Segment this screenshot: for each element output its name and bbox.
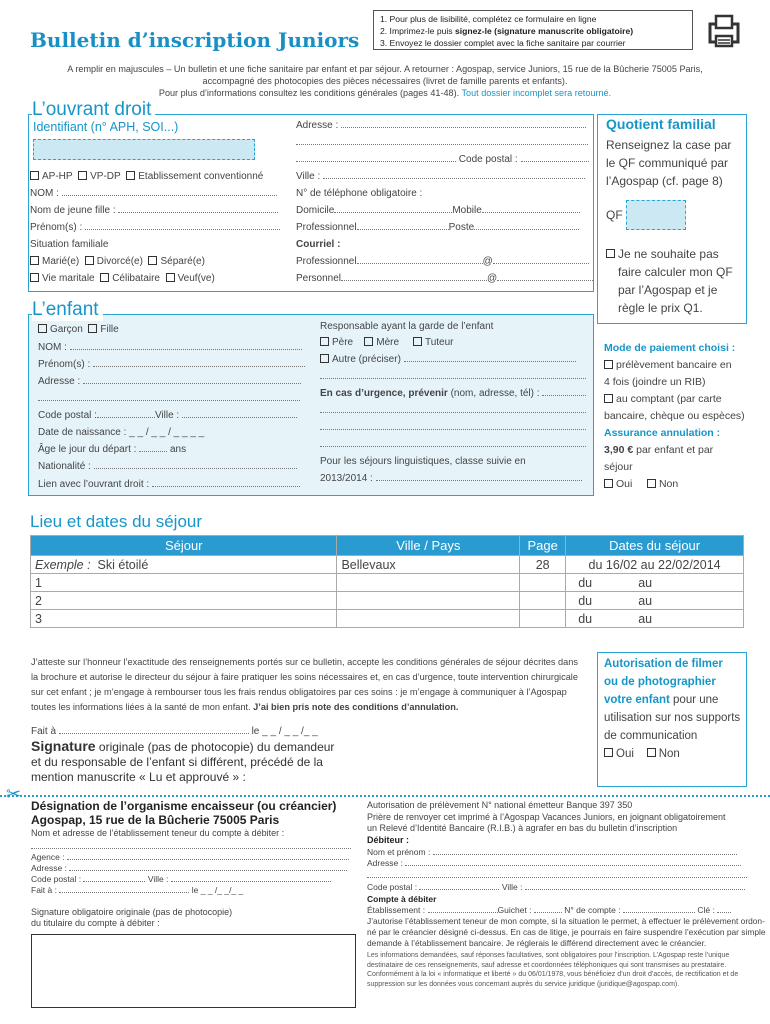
ouvrant-ville-row[interactable]: Ville :	[296, 168, 585, 185]
compte-title: Compte à débiter	[367, 894, 437, 904]
page-cell[interactable]	[520, 610, 566, 628]
ouvrant-nom-row[interactable]: NOM :	[30, 185, 277, 202]
intro-text	[0, 63, 770, 99]
page-cell[interactable]	[520, 592, 566, 610]
scissors-icon: ✂	[6, 784, 22, 804]
debiteur-adresse-line-2[interactable]	[367, 870, 747, 881]
telephone-label: N° de téléphone obligatoire :	[296, 188, 423, 199]
example-ville-cell: Bellevaux	[337, 556, 520, 574]
urgence-row[interactable]: En cas d’urgence, prévenir (nom, adresse, tél) :	[320, 385, 586, 402]
enfant-adresse-row[interactable]: Adresse :	[38, 373, 301, 390]
example-dates-cell: du 16/02 au 22/02/2014	[566, 556, 744, 574]
qf-field[interactable]	[626, 200, 686, 230]
responsable-autre-row[interactable]: Autre (préciser)	[320, 351, 576, 368]
enfant-naissance-row[interactable]: Date de naissance : _ _ / _ _ / _ _ _ _	[38, 427, 205, 438]
legal-notice: Les informations demandées, sauf réponses facultatives, sont obligatoires pour l’inscription. L’Agospap reste l’unique destinataire de ces renseignements, sauf adresse et coordonnées téléphoniques qui sont transmises au prestataire. Conformément à la loi « informatique et liberté » du 06/01/1978, vous bénéficiez d’un droit d’accès, de rectification et de suppression sur les données vous concernant auprès du service juridique (juridique@agospap.com).	[367, 952, 739, 988]
attestation-text: J’atteste sur l’honneur l’exactitude des renseignements portés sur ce bulletin, accepte les conditions générales de séjour décrites dans la brochure et autorise le directeur du séjour à faire pratiquer les soins nécessaires et, en cas d’urgence, toute intervention chirurgicale sur cet enfant ; je m’engage à rembourser tous les frais rendus obligatoires par ces soins : je m’engage à communiquer à l’Agospap toutes les informations liées à la santé de mon enfant. J’ai bien pris note des conditions d’annulation.	[31, 657, 578, 712]
courriel-perso-row[interactable]: Personnel @	[296, 270, 593, 287]
courriel-pro-row[interactable]: Professionnel @	[296, 253, 589, 270]
prelevement-intro: Autorisation de prélèvement N° national émetteur Banque 397 350 Prière de renvoyer cet imprimé à l’Agospap Vacances Juniors, en joignant obligatoirement un Relevé d’Identité Bancaire (R.I.B.) à agrafer en bas du bulletin d’inscription Débiteur :	[367, 800, 726, 845]
signature-box[interactable]	[31, 934, 356, 1008]
enfant-age-row[interactable]: Âge le jour du départ : ans	[38, 441, 186, 458]
ville-cell[interactable]	[337, 610, 520, 628]
sejour-table-header	[31, 536, 744, 556]
printer-icon[interactable]	[706, 14, 742, 48]
quotient-text: Renseignez la case par le QF communiqué par l’Agospap (cf. page 8)	[606, 138, 732, 188]
creancier-section: Désignation de l’organisme encaisseur (ou créancier) Agospap, 15 rue de la Bûcherie 75005 Paris Nom et adresse de l’établissement teneur du compte à débiter :	[31, 799, 337, 838]
responsable-options[interactable]: Père Mère Tuteur	[320, 334, 453, 351]
instructions-box	[373, 10, 693, 50]
identifiant-field[interactable]	[33, 139, 255, 160]
option-aphp[interactable]: AP-HP	[30, 171, 73, 182]
sexe-options[interactable]: Garçon Fille	[38, 321, 119, 338]
payment-option-comptant-detail: bancaire, chèque ou espèces)	[604, 410, 745, 422]
table-row[interactable]	[31, 610, 744, 628]
autorisation-section: Autorisation de filmer ou de photographier votre enfant pour une utilisation sur nos supports de communication Oui Non	[604, 655, 740, 763]
urgence-line-4[interactable]	[320, 436, 586, 453]
ville-cell[interactable]	[337, 592, 520, 610]
instruction-step-1: 1. Pour plus de lisibilité, complétez ce formulaire en ligne	[380, 14, 597, 24]
tel-pro-row[interactable]: Professionnel Poste	[296, 219, 579, 236]
tel-domicile-row[interactable]: Domicile Mobile	[296, 202, 580, 219]
situation-options-2[interactable]: Vie maritale Célibataire Veuf(ve)	[30, 270, 215, 287]
linguistique-row[interactable]: 2013/2014 :	[320, 470, 582, 487]
assurance-title: Assurance annulation :	[604, 427, 721, 439]
intro-line-3: Pour plus d’informations consultez les conditions générales (pages 41-48). Tout dossier incomplet sera retourné.	[158, 88, 612, 98]
table-row[interactable]	[31, 574, 744, 592]
instruction-step-2: 2. Imprimez-le puis signez-le (signature manuscrite obligatoire)	[380, 26, 634, 36]
header-ville: Ville / Pays	[337, 536, 520, 556]
option-etablissement[interactable]: Etablissement conventionné	[126, 171, 263, 182]
debiteur-nom-row[interactable]: Nom et prénom :	[367, 847, 737, 858]
example-sejour-cell: Exemple : Ski étoilé	[31, 556, 337, 574]
attestation-fait-row[interactable]: Fait à le _ _ / _ _ /_ _	[31, 723, 318, 740]
courriel-label: Courriel :	[296, 239, 341, 250]
form-title: Bulletin d’inscription Juniors	[30, 28, 360, 52]
example-page-cell: 28	[520, 556, 566, 574]
cut-line	[0, 795, 770, 797]
enfant-adresse-line-2[interactable]	[38, 390, 300, 407]
table-row[interactable]	[31, 592, 744, 610]
creancier-fait-row[interactable]: Fait à : le _ _ /_ _/_ _	[31, 885, 244, 895]
ville-cell[interactable]	[337, 574, 520, 592]
ouvrant-droit-title: L’ouvrant droit	[32, 99, 155, 121]
situation-options-1[interactable]: Marié(e) Divorcé(e) Séparé(e)	[30, 253, 205, 270]
qf-label: QF	[606, 208, 623, 222]
instruction-step-3: 3. Envoyez le dossier complet avec la fiche sanitaire par courrier	[380, 38, 626, 48]
identifiant-label: Identifiant (n° APH, SOI...)	[33, 120, 179, 134]
compte-row[interactable]: Établissement : Guichet : N° de compte : Clé :	[367, 905, 731, 916]
sejour-table	[30, 535, 744, 628]
header-dates: Dates du séjour	[566, 536, 744, 556]
intro-line-1: A remplir en majuscules – Un bulletin et une fiche sanitaire par enfant et par séjour. A retourner : Agospap, service Juniors, 15 rue de la Bûcherie 75005 Paris,	[67, 64, 703, 74]
dates-cell[interactable]: du au	[566, 610, 744, 628]
quotient-no-calc-option[interactable]: Je ne souhaite pas faire calculer mon QF par l’Agospap et je règle le prix Q1.	[606, 245, 733, 317]
option-vpdp[interactable]: VP-DP	[78, 171, 121, 182]
debiteur-adresse-row[interactable]: Adresse :	[367, 858, 741, 869]
enfant-nom-row[interactable]: NOM :	[38, 339, 302, 356]
ouvrant-adresse-line-2[interactable]	[296, 134, 588, 151]
payment-title: Mode de paiement choisi :	[604, 342, 736, 354]
ouvrant-adresse-row[interactable]: Adresse :	[296, 117, 586, 134]
assurance-choice[interactable]: Oui Non	[604, 476, 745, 493]
row-number: 2	[31, 592, 337, 610]
enfant-title: L’enfant	[32, 299, 103, 321]
sejour-title: Lieu et dates du séjour	[30, 512, 203, 531]
assurance-price-unit: séjour	[604, 461, 633, 473]
enfant-code-postal-row[interactable]: Code postal : Ville :	[38, 407, 297, 424]
table-row-example	[31, 556, 744, 574]
enfant-lien-row[interactable]: Lien avec l’ouvrant droit :	[38, 476, 300, 493]
payment-option-prelevement[interactable]: prélèvement bancaire en	[604, 357, 745, 374]
linguistique-label: Pour les séjours linguistiques, classe suivie en	[320, 456, 526, 467]
prelevement-authorization: J’autorise l’établissement teneur de mon compte, si la situation le permet, à effectuer le prélèvement ordon- né par le créancier désigné ci-dessus. En cas de litige, je pourrais en faire suspendre l’exécution par simple demande à l’établissement bancaire. Je réglerais le différend directement avec le créancier.	[367, 916, 766, 948]
responsable-label: Responsable ayant la garde de l’enfant	[320, 321, 494, 332]
ouvrant-prenoms-row[interactable]: Prénom(s) :	[30, 219, 280, 236]
page-cell[interactable]	[520, 574, 566, 592]
enfant-nationalite-row[interactable]: Nationalité :	[38, 458, 297, 475]
employer-options	[30, 168, 263, 185]
creancier-line[interactable]	[31, 841, 351, 852]
situation-label: Situation familiale	[30, 239, 109, 250]
enfant-prenoms-row[interactable]: Prénom(s) :	[38, 356, 305, 373]
assurance-price: 3,90 € par enfant et par	[604, 444, 714, 456]
creancier-adresse-row[interactable]: Adresse :	[31, 863, 347, 874]
row-number: 1	[31, 574, 337, 592]
intro-line-2: accompagné des photocopies des pièces nécessaires (livret de famille parents et enfants).	[202, 76, 568, 86]
signature-instructions: Signature originale (pas de photocopie) du demandeur et du responsable de l’enfant si différent, précédé de la mention manuscrite « Lu et approuvé » :	[31, 738, 335, 784]
responsable-line-2[interactable]	[320, 368, 586, 385]
row-number: 3	[31, 610, 337, 628]
autorisation-choice[interactable]: Oui Non	[604, 745, 740, 763]
dates-cell[interactable]: du au	[566, 574, 744, 592]
quotient-title: Quotient familial	[606, 116, 716, 132]
urgence-line-2[interactable]	[320, 402, 586, 419]
creancier-signature-label: Signature obligatoire originale (pas de photocopie) du titulaire du compte à débiter :	[31, 907, 233, 928]
payment-section	[604, 340, 745, 493]
urgence-line-3[interactable]	[320, 419, 586, 436]
ouvrant-nom-jeune-fille-row[interactable]: Nom de jeune fille :	[30, 202, 278, 219]
creancier-cp-row[interactable]: Code postal : Ville :	[31, 874, 331, 885]
debiteur-cp-row[interactable]: Code postal : Ville :	[367, 882, 745, 893]
header-page: Page	[520, 536, 566, 556]
dates-cell[interactable]: du au	[566, 592, 744, 610]
ouvrant-code-postal-row[interactable]: Code postal :	[296, 151, 589, 168]
creancier-agence-row[interactable]: Agence :	[31, 852, 349, 863]
header-sejour: Séjour	[31, 536, 337, 556]
payment-option-comptant[interactable]: au comptant (par carte	[604, 391, 745, 408]
payment-option-prelevement-detail: 4 fois (joindre un RIB)	[604, 376, 706, 388]
